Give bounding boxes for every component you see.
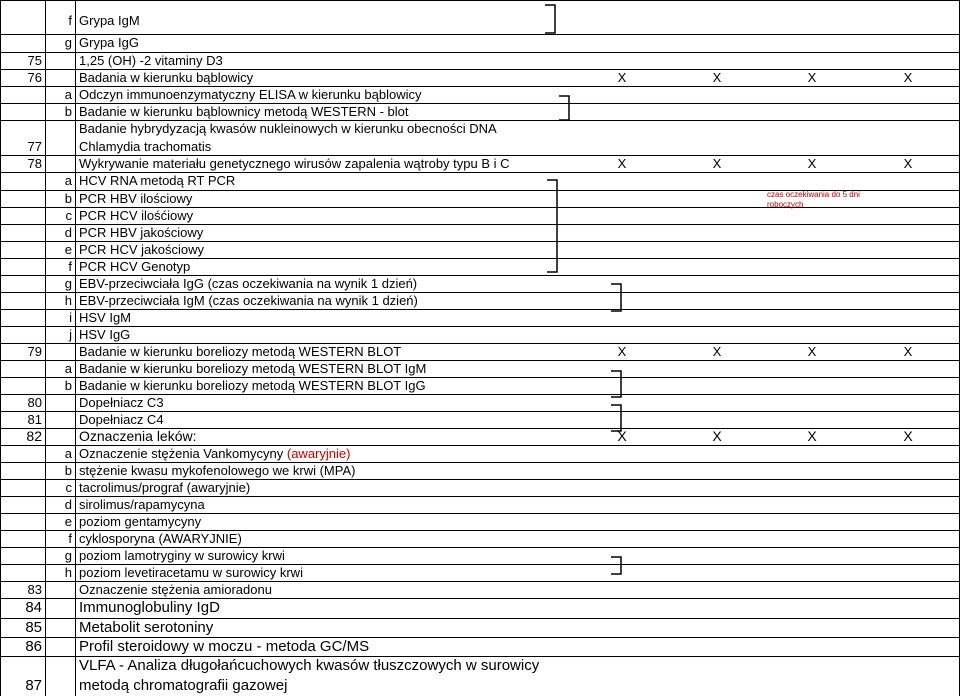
x-mark: X <box>712 344 722 359</box>
row-letter: j <box>69 327 72 342</box>
row-letter: f <box>68 259 72 274</box>
description-text: Grypa IgG <box>79 35 139 50</box>
description-text: poziom lamotryginy w surowicy krwi <box>79 548 285 563</box>
x-mark: X <box>617 70 627 85</box>
description-text: poziom gentamycyny <box>79 514 202 529</box>
bracket-mark <box>611 557 621 574</box>
bracket-mark <box>611 284 621 311</box>
urgent-label: (awaryjnie) <box>286 446 351 461</box>
row-letter: e <box>64 514 72 529</box>
description-text: HSV IgM <box>79 310 132 325</box>
description-text: cyklosporyna (AWARYJNIE) <box>79 531 242 546</box>
row-letter: b <box>64 191 72 206</box>
x-mark: X <box>617 344 627 359</box>
x-mark: X <box>807 344 817 359</box>
row-number: 82 <box>26 428 42 444</box>
x-mark: X <box>903 70 913 85</box>
description-text: Oznaczenia leków: <box>79 428 197 444</box>
row-number: 87 <box>25 677 42 694</box>
description-text: PCR HCV Genotyp <box>79 259 191 274</box>
row-letter: h <box>64 565 72 580</box>
description-text: stężenie kwasu mykofenolowego we krwi (MPA) <box>79 463 356 478</box>
row-number: 86 <box>25 638 42 655</box>
description-text-line2: metodą chromatografii gazowej <box>79 677 288 694</box>
description-text: poziom levetiracetamu w surowicy krwi <box>79 565 303 580</box>
description-text: PCR HBV jakościowy <box>79 225 204 240</box>
x-mark: X <box>617 156 627 171</box>
description-text: tacrolimus/prograf (awaryjnie) <box>79 480 251 495</box>
description-text: PCR HCV ilośćiowy <box>79 208 194 223</box>
row-number: 83 <box>27 582 42 597</box>
x-mark: X <box>903 156 913 171</box>
row-number: 76 <box>27 70 42 85</box>
x-mark: X <box>617 428 627 444</box>
description-text: Oznaczenie stężenia amioradonu <box>79 582 272 597</box>
description-text: Badanie w kierunku bąblownicy metodą WESTERN - blot <box>79 104 409 119</box>
row-letter: e <box>64 242 72 257</box>
description-text: Dopełniacz C4 <box>79 412 164 427</box>
description-text: PCR HCV jakościowy <box>79 242 204 257</box>
row-letter: g <box>64 35 72 50</box>
bracket-mark <box>559 96 569 120</box>
x-mark: X <box>712 70 722 85</box>
x-mark: X <box>807 70 817 85</box>
x-mark: X <box>903 428 913 444</box>
row-letter: h <box>64 293 72 308</box>
row-letter: c <box>65 480 72 495</box>
description-text: Dopełniacz C3 <box>79 395 164 410</box>
description-text: Grypa IgM <box>79 13 140 28</box>
bracket-mark <box>611 371 621 397</box>
x-mark: X <box>712 156 722 171</box>
description-text: HCV RNA metodą RT PCR <box>79 173 236 188</box>
row-letter: b <box>64 104 72 119</box>
description-text: Wykrywanie materiału genetycznego wirusów zapalenia wątroby typu B i C <box>79 156 510 171</box>
row-letter: g <box>64 276 72 291</box>
description-text: Badanie w kierunku boreliozy metodą WESTERN BLOT IgG <box>79 378 426 393</box>
bracket-mark <box>545 5 555 33</box>
row-number: 80 <box>27 395 42 410</box>
row-letter: b <box>64 378 72 393</box>
row-number: 85 <box>25 619 42 636</box>
description-text: EBV-przeciwciała IgM (czas oczekiwania na wynik 1 dzień) <box>79 293 418 308</box>
description-text: HSV IgG <box>79 327 131 342</box>
row-number: 78 <box>27 156 42 171</box>
description-text: Badanie w kierunku boreliozy metodą WESTERN BLOT <box>79 344 402 359</box>
description-text: Metabolit serotoniny <box>79 619 214 636</box>
description-text: Badanie w kierunku boreliozy metodą WESTERN BLOT IgM <box>79 361 427 376</box>
row-number: 77 <box>27 138 42 154</box>
row-number: 81 <box>27 412 42 427</box>
description-text: Odczyn immunoenzymatyczny ELISA w kierunku bąblowicy <box>79 87 422 102</box>
row-letter: c <box>65 208 72 223</box>
x-mark: X <box>903 344 913 359</box>
x-mark: X <box>712 428 722 444</box>
description-text: Profil steroidowy w moczu - metoda GC/MS <box>79 638 370 655</box>
bracket-mark <box>611 405 621 431</box>
waiting-time-note: czas oczekiwania do 5 dni roboczych <box>767 190 860 209</box>
row-letter: d <box>64 225 72 240</box>
row-letter: a <box>64 361 72 376</box>
row-number: 84 <box>25 599 42 616</box>
row-letter: f <box>68 13 72 28</box>
row-letter: a <box>64 87 72 102</box>
row-letter: a <box>64 446 72 461</box>
row-letter: f <box>68 531 72 546</box>
description-text: sirolimus/rapamycyna <box>79 497 205 512</box>
description-text: Oznaczenie stężenia Vankomycyny <box>79 446 287 461</box>
description-text: 1,25 (OH) -2 vitaminy D3 <box>79 53 223 68</box>
row-letter: g <box>64 548 72 563</box>
x-mark: X <box>807 428 817 444</box>
description-text: EBV-przeciwciała IgG (czas oczekiwania na wynik 1 dzień) <box>79 276 418 291</box>
description-text: Immunoglobuliny IgD <box>79 599 220 616</box>
row-letter: b <box>64 463 72 478</box>
bracket-mark <box>547 180 557 272</box>
description-text: VLFA - Analiza długołańcuchowych kwasów tłuszczowych w surowicy <box>79 657 540 674</box>
row-number: 75 <box>27 53 42 68</box>
row-letter: d <box>64 497 72 512</box>
x-mark: X <box>807 156 817 171</box>
description-text: Badanie hybrydyzacją kwasów nukleinowych w kierunku obecności DNA <box>79 121 497 136</box>
row-letter: i <box>69 310 72 325</box>
description-text-line2: Chlamydia trachomatis <box>79 138 212 154</box>
row-number: 79 <box>27 344 42 359</box>
row-letter: a <box>64 173 72 188</box>
description-text: Badania w kierunku bąblowicy <box>79 70 254 85</box>
description-text: PCR HBV ilościowy <box>79 191 193 206</box>
